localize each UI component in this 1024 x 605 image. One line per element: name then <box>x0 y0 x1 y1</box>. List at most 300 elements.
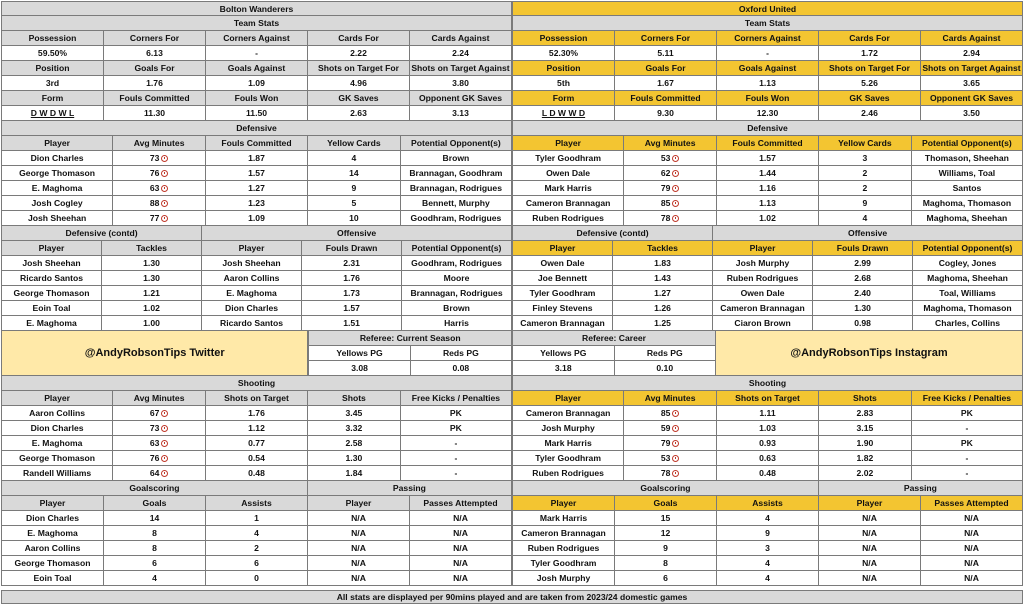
stat-label-row <box>1 61 512 76</box>
defensive-cell <box>1 211 113 226</box>
defensive-contd-cell <box>512 256 613 271</box>
shooting-cell-text: 67 <box>149 408 160 418</box>
offensive-cell-text: Charles, Collins <box>935 318 1000 328</box>
goalscoring-cell <box>615 556 717 571</box>
stat-value <box>819 106 921 121</box>
defensive-contd-title <box>1 226 202 241</box>
defensive-contd-title <box>512 226 713 241</box>
passing-cell <box>410 571 512 586</box>
passing-cell <box>819 541 921 556</box>
shooting-cell-text: 59 <box>660 423 671 433</box>
goalscoring-cell-text: 2 <box>254 543 259 553</box>
defensive-contd-header <box>102 241 202 256</box>
shooting-cell <box>206 436 308 451</box>
social-promo-text: @AndyRobsonTips Twitter <box>84 347 225 359</box>
stat-label <box>410 61 512 76</box>
offensive-header <box>713 241 813 256</box>
offensive-cell <box>402 286 512 301</box>
table-row <box>1 451 512 466</box>
goalscoring-cell-text: Dion Charles <box>25 513 79 523</box>
goalscoring-cell <box>512 526 615 541</box>
stat-label-row <box>1 31 512 46</box>
stat-value-text: 1.76 <box>146 78 163 88</box>
defensive-contd-cell <box>102 271 202 286</box>
table-row <box>1 271 512 286</box>
defensive-cell-text: 9 <box>351 183 357 193</box>
shooting-header-row <box>1 391 512 406</box>
offensive-cell-text: Goodhram, Rodrigues <box>411 258 502 268</box>
stat-value-text: 3rd <box>45 78 60 88</box>
goalscoring-cell-text: 4 <box>254 528 259 538</box>
defensive-cell-text: Tyler Goodhram <box>535 153 601 163</box>
referee-value-row <box>512 361 716 376</box>
defensive-cell <box>401 151 512 166</box>
stat-value-row <box>512 106 1023 121</box>
shooting-cell <box>624 451 717 466</box>
stat-label <box>921 61 1023 76</box>
defensive-cell <box>1 196 113 211</box>
defensive-cell <box>717 196 819 211</box>
table-row <box>512 256 1023 271</box>
shooting-cell <box>206 451 308 466</box>
shooting-header-row <box>512 391 1023 406</box>
stat-value-row <box>1 76 512 91</box>
offensive-cell <box>302 316 402 331</box>
shooting-cell-text: 1.76 <box>248 408 265 418</box>
goalscoring-cell <box>1 526 104 541</box>
defensive-cell-text: 63 <box>149 183 160 193</box>
shooting-cell <box>113 436 206 451</box>
defensive-cell-text: 1.02 <box>759 213 776 223</box>
passing-cell-text: N/A <box>862 528 877 538</box>
referee-title-row <box>512 331 716 346</box>
stat-label <box>1 61 104 76</box>
table-row <box>512 406 1023 421</box>
stat-label-row <box>512 31 1023 46</box>
goalscoring-cell-text: Tyler Goodhram <box>530 558 597 568</box>
referee-value-text: 3.18 <box>554 363 572 373</box>
stat-value-text: 3.65 <box>963 78 980 88</box>
offensive-title-text: Offensive <box>848 228 888 238</box>
shooting-header-text: Shots <box>341 393 366 403</box>
clock-icon <box>161 470 168 477</box>
referee-value-row <box>308 361 512 376</box>
defensive-contd-cell-text: 1.21 <box>143 288 160 298</box>
table-row <box>1 466 512 481</box>
section-header-row <box>1 241 512 256</box>
shooting-cell-text: 0.77 <box>248 438 265 448</box>
table-row <box>1 436 512 451</box>
referee-header <box>615 346 717 361</box>
goalscoring-cell <box>717 571 819 586</box>
passing-cell <box>921 571 1023 586</box>
shooting-cell <box>717 421 819 436</box>
defensive-cell-text: Josh Sheehan <box>27 213 87 223</box>
passing-cell <box>921 556 1023 571</box>
stat-label <box>819 61 921 76</box>
stat-label-text: Goals For <box>645 63 686 73</box>
shooting-cell-text: 64 <box>149 468 160 478</box>
referee-header-text: Yellows PG <box>540 348 587 358</box>
stat-label <box>615 31 717 46</box>
stat-label <box>819 91 921 106</box>
defensive-contd-cell-text: 1.83 <box>654 258 671 268</box>
passing-header-text: Passes Attempted <box>934 498 1009 508</box>
team-name-row <box>1 1 512 16</box>
stat-value <box>410 76 512 91</box>
goalscoring-header-text: Player <box>39 498 66 508</box>
defensive-cell-text: 88 <box>149 198 160 208</box>
defensive-contd-cell <box>102 316 202 331</box>
passing-title-text: Passing <box>392 483 426 493</box>
passing-cell <box>308 556 410 571</box>
offensive-cell-text: Moore <box>443 273 470 283</box>
team-name-text: Oxford United <box>738 3 797 14</box>
defensive-contd-cell-text: Finley Stevens <box>532 303 593 313</box>
shooting-cell-text: 73 <box>149 423 160 433</box>
shooting-cell <box>308 406 401 421</box>
stat-value-text: 6.13 <box>146 48 163 58</box>
clock-icon <box>672 170 679 177</box>
offensive-cell <box>913 301 1023 316</box>
shooting-cell <box>717 406 819 421</box>
defensive-cell <box>624 166 717 181</box>
clock-icon <box>672 215 679 222</box>
defensive-contd-cell <box>102 286 202 301</box>
passing-cell-text: N/A <box>351 558 366 568</box>
referee-panel <box>308 331 512 376</box>
promo-referee-block <box>1 331 512 376</box>
goalscoring-cell-text: 4 <box>765 573 770 583</box>
offensive-cell-text: Owen Dale <box>740 288 785 298</box>
section-header-row <box>512 241 1023 256</box>
stat-value-text: L D W W D <box>541 108 586 118</box>
passing-cell <box>410 511 512 526</box>
defensive-header-row <box>1 136 512 151</box>
goalscoring-cell <box>512 511 615 526</box>
shooting-cell-text: E. Maghoma <box>31 438 83 448</box>
shooting-cell <box>401 451 512 466</box>
defensive-header-text: Potential Opponent(s) <box>411 138 501 148</box>
defensive-cell-text: Brannagan, Rodrigues <box>409 183 502 193</box>
stat-label-text: Fouls Committed <box>119 93 190 103</box>
defensive-cell-text: Thomason, Sheehan <box>924 153 1009 163</box>
passing-cell <box>308 526 410 541</box>
shooting-cell-text: 1.30 <box>345 453 363 463</box>
shooting-cell-text: 1.84 <box>345 468 363 478</box>
clock-icon <box>161 410 168 417</box>
offensive-cell <box>202 286 302 301</box>
defensive-cell <box>206 181 308 196</box>
stat-value-text: 2.63 <box>350 108 367 118</box>
offensive-cell <box>402 316 512 331</box>
team-stats-title-text: Team Stats <box>233 18 280 28</box>
shooting-cell-text: 3.15 <box>856 423 874 433</box>
passing-cell-text: N/A <box>964 528 979 538</box>
offensive-cell <box>302 286 402 301</box>
defensive-cell <box>819 211 912 226</box>
clock-icon <box>161 440 168 447</box>
table-row <box>512 556 1023 571</box>
shooting-header-text: Player <box>44 393 70 403</box>
stat-label <box>206 31 308 46</box>
team-stats-title <box>512 16 1023 31</box>
stat-value-text: 59.50% <box>37 48 68 58</box>
defensive-cell <box>512 211 624 226</box>
stat-value-row <box>1 46 512 61</box>
offensive-cell <box>813 286 913 301</box>
goalscoring-cell <box>206 541 308 556</box>
stat-label-text: Form <box>552 93 575 103</box>
passing-cell-text: N/A <box>351 573 366 583</box>
offensive-cell-text: Toal, Williams <box>939 288 996 298</box>
offensive-cell <box>302 271 402 286</box>
shooting-cell-text: 3.45 <box>345 408 363 418</box>
offensive-header-text: Potential Opponent(s) <box>411 243 502 253</box>
defensive-contd-cell <box>1 271 102 286</box>
goalscoring-cell <box>104 541 206 556</box>
stat-value-text: 52.30% <box>548 48 579 58</box>
goalscoring-cell-text: 6 <box>254 558 259 568</box>
shooting-header <box>206 391 308 406</box>
shooting-cell-text: - <box>965 468 969 478</box>
stat-value-text: 9.30 <box>657 108 674 118</box>
goalscoring-header <box>104 496 206 511</box>
offensive-cell <box>713 256 813 271</box>
goalscoring-title-text: Goalscoring <box>129 483 180 493</box>
stat-label <box>410 91 512 106</box>
referee-header <box>308 346 410 361</box>
shooting-title-text: Shooting <box>237 378 276 388</box>
clock-icon <box>672 440 679 447</box>
passing-cell-text: N/A <box>453 543 468 553</box>
referee-value-text: 0.10 <box>656 363 674 373</box>
shooting-header <box>113 391 206 406</box>
defensive-cell <box>401 181 512 196</box>
shooting-cell-text: 2.83 <box>856 408 874 418</box>
stat-value-text: 3.13 <box>452 108 469 118</box>
offensive-cell-text: Harris <box>444 318 469 328</box>
goalscoring-cell-text: E. Maghoma <box>27 528 78 538</box>
defensive-contd-cell-text: Josh Sheehan <box>22 258 81 268</box>
defensive-cell-text: Dion Charles <box>30 153 84 163</box>
shooting-header-text: Shots on Target <box>735 393 800 403</box>
defensive-cell-text: 76 <box>149 168 160 178</box>
defensive-contd-title-text: Defensive (contd) <box>65 228 138 238</box>
stat-label <box>206 61 308 76</box>
goalscoring-header <box>206 496 308 511</box>
passing-title <box>308 481 512 496</box>
defensive-contd-cell-text: 1.43 <box>654 273 671 283</box>
table-row <box>1 541 512 556</box>
offensive-header-text: Potential Opponent(s) <box>922 243 1013 253</box>
defensive-header-text: Avg Minutes <box>133 138 185 148</box>
shooting-cell-text: Randell Williams <box>22 468 92 478</box>
passing-cell-text: N/A <box>862 558 877 568</box>
defensive-cell <box>308 211 401 226</box>
defensive-contd-cell <box>613 271 713 286</box>
goalscoring-cell-text: Josh Murphy <box>536 573 591 583</box>
shooting-cell <box>624 466 717 481</box>
defensive-header-text: Fouls Committed <box>221 138 292 148</box>
shooting-cell <box>308 466 401 481</box>
stat-value-text: 5.26 <box>861 78 878 88</box>
clock-icon <box>672 185 679 192</box>
defensive-header-text: Player <box>555 138 581 148</box>
defensive-cell <box>717 151 819 166</box>
shooting-cell-text: 3.32 <box>345 423 363 433</box>
stat-value-text: 11.30 <box>143 108 166 118</box>
passing-header-text: Player <box>856 498 883 508</box>
defensive-header <box>819 136 912 151</box>
stat-value <box>1 46 104 61</box>
stat-value <box>921 46 1023 61</box>
stat-label <box>1 91 104 106</box>
offensive-cell <box>402 256 512 271</box>
shooting-cell <box>624 421 717 436</box>
offensive-cell <box>202 316 302 331</box>
stat-label-text: Corners Against <box>223 33 290 43</box>
passing-cell-text: N/A <box>453 558 468 568</box>
table-row <box>1 526 512 541</box>
team-name-row <box>512 1 1023 16</box>
defensive-cell <box>206 211 308 226</box>
offensive-cell-text: Ruben Rodrigues <box>726 273 799 283</box>
stat-value-row <box>1 106 512 121</box>
goalscoring-cell-text: 1 <box>254 513 259 523</box>
table-row <box>1 166 512 181</box>
passing-cell <box>921 541 1023 556</box>
shooting-cell-text: PK <box>449 423 462 433</box>
referee-header-text: Yellows PG <box>336 348 383 358</box>
defensive-contd-header <box>512 241 613 256</box>
defensive-cell <box>308 166 401 181</box>
defensive-cell <box>308 196 401 211</box>
away-team-panel <box>512 1 1023 590</box>
stat-label <box>921 91 1023 106</box>
stat-label-text: Possession <box>539 33 588 43</box>
defensive-header-text: Fouls Committed <box>732 138 803 148</box>
passing-cell-text: N/A <box>453 573 468 583</box>
shooting-cell-text: 1.11 <box>759 408 776 418</box>
defensive-header <box>206 136 308 151</box>
goalscoring-cell <box>1 511 104 526</box>
shooting-header <box>1 391 113 406</box>
shooting-cell <box>401 436 512 451</box>
passing-cell <box>308 541 410 556</box>
passing-cell-text: N/A <box>351 513 366 523</box>
passing-cell-text: N/A <box>964 573 979 583</box>
defensive-contd-cell-text: Tyler Goodhram <box>529 288 596 298</box>
offensive-cell-text: Ricardo Santos <box>220 318 284 328</box>
table-row <box>512 541 1023 556</box>
defensive-cell-text: Maghoma, Thomason <box>922 198 1012 208</box>
goalscoring-cell-text: 8 <box>152 528 157 538</box>
table-row <box>512 211 1023 226</box>
passing-cell-text: N/A <box>862 543 877 553</box>
offensive-title-text: Offensive <box>337 228 377 238</box>
shooting-cell-text: 76 <box>149 453 160 463</box>
defensive-cell <box>308 151 401 166</box>
referee-value <box>411 361 512 376</box>
defensive-contd-header-text: Player <box>38 243 65 253</box>
defensive-cell-text: 77 <box>149 213 160 223</box>
passing-cell-text: N/A <box>351 528 366 538</box>
defensive-cell-text: 9 <box>862 198 868 208</box>
referee-value-text: 3.08 <box>351 363 368 373</box>
shooting-cell <box>819 451 912 466</box>
table-row <box>1 256 512 271</box>
goalscoring-header-text: Assists <box>241 498 272 508</box>
table-row <box>512 271 1023 286</box>
stat-label <box>308 91 410 106</box>
passing-cell <box>308 571 410 586</box>
goalscoring-cell <box>615 541 717 556</box>
defensive-cell <box>206 166 308 181</box>
stat-label <box>308 31 410 46</box>
section-title-row <box>1 226 512 241</box>
table-row <box>1 406 512 421</box>
stat-label-text: Shots on Target Against <box>411 63 510 73</box>
stat-value <box>921 106 1023 121</box>
defensive-contd-cell <box>512 316 613 331</box>
shooting-header-text: Shots <box>852 393 877 403</box>
defensive-cell-text: 4 <box>862 213 868 223</box>
goalscoring-cell-text: 8 <box>152 543 157 553</box>
defensive-contd-cell <box>1 301 102 316</box>
passing-cell-text: N/A <box>453 513 468 523</box>
defensive-cell-text: 53 <box>660 153 671 163</box>
defensive-cell <box>308 181 401 196</box>
passing-header <box>410 496 512 511</box>
shooting-cell <box>1 451 113 466</box>
defensive-title <box>1 121 512 136</box>
clock-icon <box>161 425 168 432</box>
defensive-cell <box>206 151 308 166</box>
stat-value <box>206 76 308 91</box>
offensive-title <box>202 226 512 241</box>
passing-header-text: Player <box>345 498 372 508</box>
goalscoring-cell-text: 14 <box>149 513 160 523</box>
stat-value-text: 5th <box>557 78 570 88</box>
defensive-cell-text: Brown <box>442 153 470 163</box>
goalscoring-cell-text: 9 <box>663 543 668 553</box>
stat-value <box>615 106 717 121</box>
table-row <box>512 466 1023 481</box>
stat-value <box>717 106 819 121</box>
stat-label-text: Corners For <box>129 33 180 43</box>
clock-icon <box>161 215 168 222</box>
clock-icon <box>161 155 168 162</box>
table-row <box>1 316 512 331</box>
defensive-contd-cell <box>102 256 202 271</box>
clock-icon <box>672 155 679 162</box>
shooting-cell-text: 2.02 <box>856 468 874 478</box>
goalscoring-cell <box>615 526 717 541</box>
shooting-cell <box>206 466 308 481</box>
defensive-contd-cell <box>1 286 102 301</box>
shooting-cell-text: 1.12 <box>248 423 265 433</box>
table-row <box>1 511 512 526</box>
goalscoring-cell-text: Eoin Toal <box>33 573 72 583</box>
stat-label-text: Opponent GK Saves <box>929 93 1014 103</box>
stat-value <box>512 46 615 61</box>
offensive-cell-text: 2.40 <box>854 288 871 298</box>
stat-value <box>717 76 819 91</box>
defensive-header-text: Yellow Cards <box>838 138 892 148</box>
stat-value-text: 1.72 <box>861 48 878 58</box>
defensive-contd-header-text: Tackles <box>647 243 678 253</box>
